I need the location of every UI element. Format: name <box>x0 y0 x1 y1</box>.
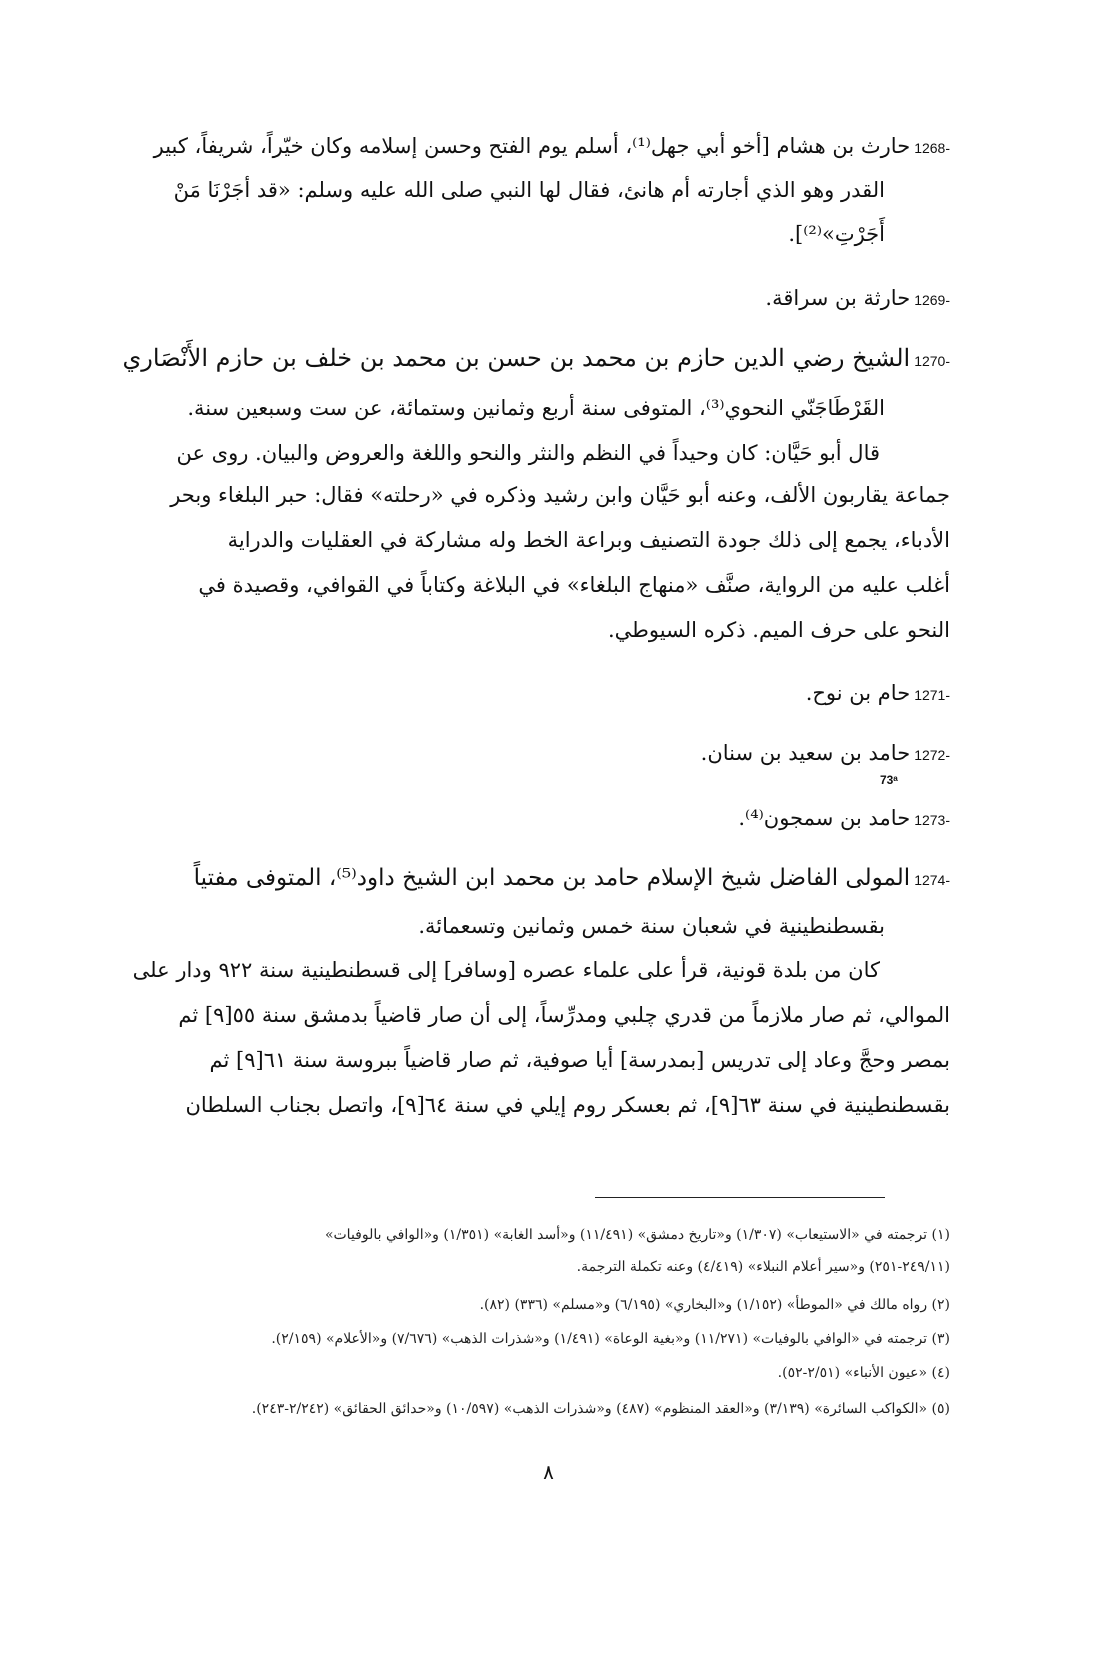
footnote-3: (٣) ترجمته في «الوافي بالوفيات» (١١/٢٧١) و«بغية الوعاة» (١/٤٩١) و«شذرات الذهب» (٧/٦٧٦) و«الأعلام» (٢/١٥٩). <box>271 1331 950 1347</box>
entry-number: 1269- <box>914 292 950 308</box>
footnote-1-line-1: (١) ترجمته في «الاستيعاب» (١/٣٠٧) و«تاريخ دمشق» (١١/٤٩١) و«أسد الغابة» (١/٣٥١) و«الوافي بالوفيات» <box>324 1227 950 1243</box>
page-number: ٨ <box>543 1460 554 1484</box>
entry-1274-para-line-1: كان من بلدة قونية، قرأ على علماء عصره [وسافر] إلى قسطنطينية سنة ٩٢٢ ودار على <box>132 958 880 982</box>
entry-1273 <box>100 790 950 848</box>
entry-1270-para-line-1: قال أبو حَيَّان: كان وحيداً في النظم والنثر والنحو واللغة والعروض والبيان. روى عن <box>176 441 880 465</box>
entry-text: حارثة بن سراقة. <box>765 286 911 310</box>
entry-text: حامد بن سعيد بن سنان. <box>700 741 911 765</box>
entry-number: 1272- <box>914 747 950 763</box>
entry-1270-para-line-4: أغلب عليه من الرواية، صنَّف «منهاج البلغاء» في البلاغة وكتاباً في القوافي، وقصيدة في <box>198 573 950 597</box>
entry-text: حارث بن هشام [أخو أبي جهل⁽¹⁾، أسلم يوم الفتح وحسن إسلامه وكان خيّراً، شريفاً، كبير <box>153 134 911 158</box>
entry-number: 1273- <box>914 812 950 828</box>
entry-1274-para-line-3: بمصر وحجَّ وعاد إلى تدريس [بمدرسة] أيا صوفية، ثم صار قاضياً ببروسة سنة ٦١[٩] ثم <box>209 1048 950 1072</box>
entry-1272 <box>100 725 950 783</box>
entry-1270-line-2: القَرْطَاجَنّي النحوي⁽³⁾، المتوفى سنة أربع وثمانين وستمائة، عن ست وسبعين سنة. <box>187 396 885 420</box>
entry-1270-para-line-3: الأدباء، يجمع إلى ذلك جودة التصنيف وبراعة الخط وله مشاركة في العقليات والدراية <box>227 528 950 552</box>
entry-1270-para-line-2: جماعة يقاربون الألف، وعنه أبو حَيَّان وابن رشيد وذكره في «رحلته» فقال: حبر البلغاء وبحر <box>170 483 950 507</box>
footnote-2: (٢) رواه مالك في «الموطأ» (١/١٥٢) و«البخاري» (٦/١٩٥) و«مسلم» (٣٣٦) (٨٢). <box>479 1297 950 1313</box>
entry-text: حامد بن سمجون⁽⁴⁾. <box>738 806 911 830</box>
footnote-1-line-2: (٢٤٩/١١-٢٥١) و«سير أعلام النبلاء» (٤/٤١٩) وعنه تكملة الترجمة. <box>576 1259 950 1275</box>
entry-number: 1270- <box>914 353 950 369</box>
entry-text: الشيخ رضي الدين حازم بن محمد بن حسن بن محمد بن خلف بن حازم الأَنْصَاري <box>122 344 911 372</box>
entry-1274-para-line-4: بقسطنطينية في سنة ٦٣[٩]، ثم بعسكر روم إيلي في سنة ٦٤[٩]، واتصل بجناب السلطان <box>185 1093 950 1117</box>
entry-1269 <box>100 270 950 328</box>
entry-number: 1268- <box>914 140 950 156</box>
entry-1270-para-line-5: النحو على حرف الميم. ذكره السيوطي. <box>607 618 950 642</box>
entry-1268-line-3: أَجَرْتِ»⁽²⁾]. <box>788 222 885 246</box>
entry-number: 1271- <box>914 687 950 703</box>
entry-number: 1274- <box>914 872 950 888</box>
entry-1268-line-2: القدر وهو الذي أجارته أم هانئ، فقال لها النبي صلى الله عليه وسلم: «قد أجَرْنَا مَنْ <box>173 178 885 202</box>
footnote-separator <box>595 1197 885 1198</box>
entry-1271 <box>100 665 950 723</box>
entry-text: حام بن نوح. <box>805 681 911 705</box>
entry-text: المولى الفاضل شيخ الإسلام حامد بن محمد ابن الشيخ داود⁽⁵⁾، المتوفى مفتياً <box>193 865 911 891</box>
footnote-4: (٤) «عيون الأنباء» (٢/٥١-٥٢). <box>777 1365 950 1381</box>
entry-1274-line-2: بقسطنطينية في شعبان سنة خمس وثمانين وتسعمائة. <box>418 914 885 938</box>
entry-1274-para-line-2: الموالي، ثم صار ملازماً من قدري چلبي ومدرِّساً، إلى أن صار قاضياً بدمشق سنة ٥٥[٩] ثم <box>178 1003 950 1027</box>
footnote-5: (٥) «الكواكب السائرة» (٣/١٣٩) و«العقد المنظوم» (٤٨٧) و«شذرات الذهب» (١٠/٥٩٧) و«حدائق الحقائق» (٢/٢٤٢-٢٤٣). <box>251 1401 950 1417</box>
folio-marker: 73ᵃ <box>880 773 898 787</box>
